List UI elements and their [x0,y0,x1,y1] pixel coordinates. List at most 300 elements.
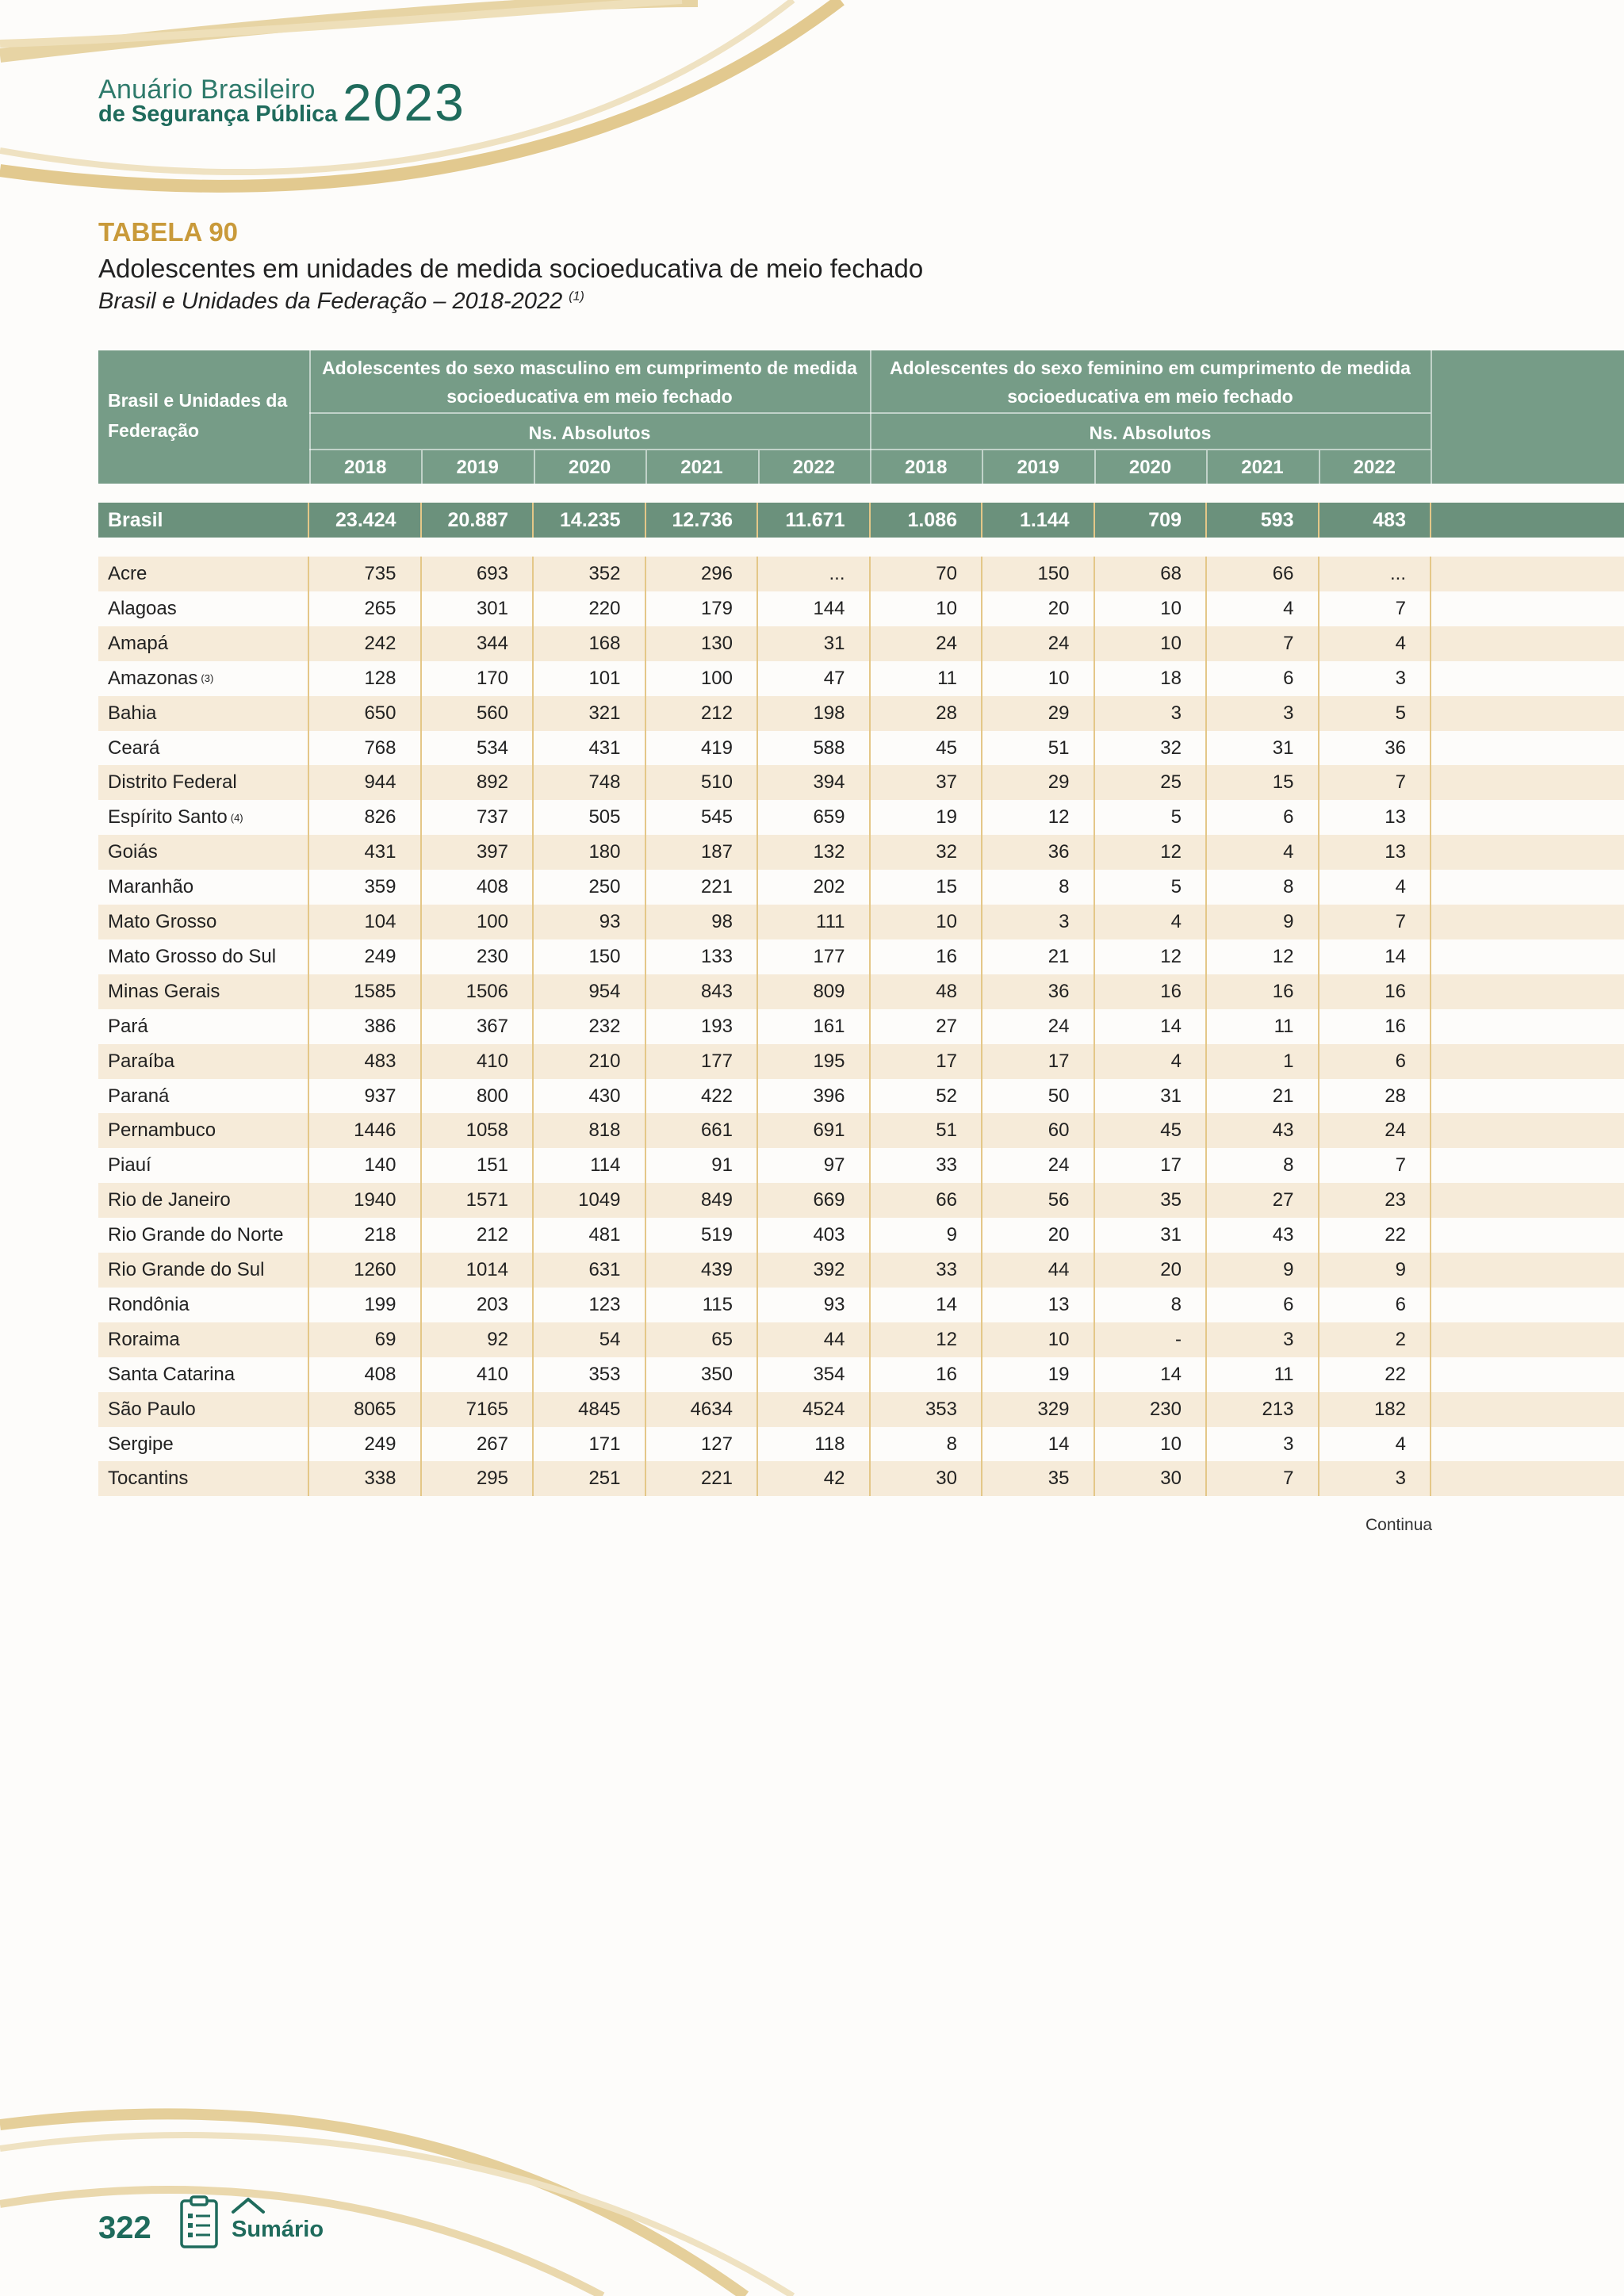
row-value: 100 [646,661,759,696]
row-value: 267 [422,1427,534,1462]
row-value: 37 [871,765,983,800]
row-value: 265 [309,591,422,626]
row-value: 396 [758,1079,871,1114]
row-value: 329 [982,1392,1095,1427]
row-value: 16 [1207,974,1320,1009]
row-value: ... [1320,557,1432,591]
row-value: 4845 [534,1392,646,1427]
row-value: 19 [871,800,983,835]
row-value: 7165 [422,1392,534,1427]
row-label [98,1392,309,1427]
row-value: 35 [1095,1183,1208,1218]
row-value: 8 [871,1427,983,1462]
table-row [98,1113,1624,1148]
row-value: 1260 [309,1253,422,1288]
row-value: 10 [1095,591,1208,626]
row-value: 4 [1095,1044,1208,1079]
row-value: 179 [646,591,759,626]
table-subtitle [98,289,584,315]
row-value: 30 [1095,1461,1208,1496]
row-value: 353 [534,1357,646,1392]
row-value: 93 [534,905,646,939]
row-value: 230 [1095,1392,1208,1427]
row-value: 210 [534,1044,646,1079]
row-label-text: Rio de Janeiro [108,1189,231,1211]
header-year: 2020 [568,457,611,478]
row-label [98,1357,309,1392]
table-number: TABELA 90 [98,217,239,247]
row-value: 954 [534,974,646,1009]
row-value: 221 [646,870,759,905]
row-value: 505 [534,800,646,835]
row-value: 47 [758,661,871,696]
header-year: 2018 [905,457,948,478]
table-row [98,939,1624,974]
row-value: 659 [758,800,871,835]
row-value: 7 [1320,905,1432,939]
header-year: 2018 [344,457,387,478]
row-value: 20 [1095,1253,1208,1288]
row-label-text: Paraná [108,1085,170,1107]
row-value: 27 [1207,1183,1320,1218]
row-value: 16 [1095,974,1208,1009]
row-value: 60 [982,1113,1095,1148]
row-value: 92 [422,1322,534,1357]
row-value: 1940 [309,1183,422,1218]
row-label [98,557,309,591]
row-label [98,1113,309,1148]
table-row [98,626,1624,661]
row-value: 128 [309,661,422,696]
table-row [98,1461,1624,1496]
row-value: 16 [871,1357,983,1392]
row-value: 11 [1207,1357,1320,1392]
row-value: 11 [1207,1009,1320,1044]
table-row [98,1183,1624,1218]
row-value: 32 [1095,731,1208,766]
row-value: 422 [646,1079,759,1114]
row-value: 19 [982,1357,1095,1392]
row-label-text: Rio Grande do Sul [108,1259,265,1280]
row-value: 768 [309,731,422,766]
row-value: 115 [646,1288,759,1322]
row-value: 8 [1095,1288,1208,1322]
row-value: 397 [422,835,534,870]
row-label-text: Ceará [108,737,160,759]
header-year: 2021 [680,457,723,478]
row-value: 24 [982,1148,1095,1183]
row-value: 353 [871,1392,983,1427]
row-value: 14 [1095,1357,1208,1392]
row-label-text: Alagoas [108,597,177,619]
row-label [98,835,309,870]
table-row [98,765,1624,800]
row-value: 35 [982,1461,1095,1496]
row-value: 97 [758,1148,871,1183]
row-label [98,939,309,974]
table-row [98,974,1624,1009]
row-value: 1585 [309,974,422,1009]
row-label [98,1288,309,1322]
row-value: 24 [982,626,1095,661]
row-value: 12 [1095,835,1208,870]
row-label-text: Rio Grande do Norte [108,1224,284,1246]
row-label-text: Mato Grosso [108,911,217,932]
row-value: 7 [1320,591,1432,626]
row-value: 6 [1320,1288,1432,1322]
header-year: 2022 [792,457,836,478]
row-value: 408 [309,1357,422,1392]
row-value: 826 [309,800,422,835]
row-value: 13 [1320,800,1432,835]
row-label-text: Piauí [108,1154,151,1177]
row-value: 12 [1095,939,1208,974]
row-value: 560 [422,696,534,731]
row-label [98,1461,309,1496]
row-value: 15 [1207,765,1320,800]
brand-year: 2023 [343,73,465,132]
row-label-text: Goiás [108,841,158,863]
row-value: 419 [646,731,759,766]
row-value: 367 [422,1009,534,1044]
header-group-male: Adolescentes do sexo masculino em cumprimento de medida socioeducativa em meio fechado [322,358,857,407]
row-value: 408 [422,870,534,905]
row-value: 9 [1207,1253,1320,1288]
row-value: 144 [758,591,871,626]
row-label-text: Roraima [108,1328,180,1350]
row-value: 849 [646,1183,759,1218]
row-value: 410 [422,1044,534,1079]
row-label [98,765,309,800]
row-value: 177 [646,1044,759,1079]
row-value: 8 [1207,1148,1320,1183]
row-value: 296 [646,557,759,591]
row-value: 30 [871,1461,983,1496]
table-row [98,1357,1624,1392]
row-value: 44 [758,1322,871,1357]
row-value: 6 [1320,1044,1432,1079]
row-value: 170 [422,661,534,696]
row-value: 748 [534,765,646,800]
row-value: 56 [982,1183,1095,1218]
header-year: 2021 [1241,457,1284,478]
row-value: 431 [309,835,422,870]
table-row [98,731,1624,766]
row-value: 21 [1207,1079,1320,1114]
row-value: 693 [422,557,534,591]
total-value: 483 [1320,503,1432,538]
row-value: 45 [871,731,983,766]
row-value: 9 [1207,905,1320,939]
row-value: 33 [871,1253,983,1288]
row-value: 13 [982,1288,1095,1322]
row-value: 5 [1095,800,1208,835]
table-title: Adolescentes em unidades de medida socioeducativa de meio fechado [98,254,924,283]
row-label [98,1218,309,1253]
row-value: 3 [1320,1461,1432,1496]
row-value: 220 [534,591,646,626]
row-value: 8 [982,870,1095,905]
row-value: 11 [871,661,983,696]
document-list-icon[interactable] [179,2195,220,2250]
row-value: 168 [534,626,646,661]
row-value: 10 [982,661,1095,696]
row-label [98,1183,309,1218]
row-value: 28 [1320,1079,1432,1114]
row-value: 230 [422,939,534,974]
row-value: 249 [309,1427,422,1462]
row-value: 123 [534,1288,646,1322]
row-value: 4 [1207,591,1320,626]
row-value: 483 [309,1044,422,1079]
table-header [98,350,1624,484]
row-value: 295 [422,1461,534,1496]
row-value: 31 [1095,1079,1208,1114]
row-value: 800 [422,1079,534,1114]
row-value: 52 [871,1079,983,1114]
row-value: 4 [1320,870,1432,905]
row-value: 394 [758,765,871,800]
row-value: 54 [534,1322,646,1357]
row-value: 3 [1207,696,1320,731]
header-sub-male: Ns. Absolutos [528,423,651,443]
brand-title-line2: de Segurança Pública [98,101,338,127]
row-label [98,1253,309,1288]
row-value: 65 [646,1322,759,1357]
row-value: - [1095,1322,1208,1357]
row-value: 93 [758,1288,871,1322]
row-value: 9 [871,1218,983,1253]
row-value: 5 [1320,696,1432,731]
row-value: 1058 [422,1113,534,1148]
row-value: 161 [758,1009,871,1044]
row-value: 892 [422,765,534,800]
row-label [98,870,309,905]
row-label [98,800,309,835]
chevron-up-icon[interactable] [230,2196,266,2215]
row-value: 3 [1095,696,1208,731]
table-row [98,1253,1624,1288]
row-value: 944 [309,765,422,800]
row-value: 8065 [309,1392,422,1427]
row-value: 199 [309,1288,422,1322]
row-value: 352 [534,557,646,591]
row-value: 6 [1207,800,1320,835]
row-value: 650 [309,696,422,731]
row-value: 180 [534,835,646,870]
header-year: 2020 [1128,457,1172,478]
row-value: 101 [534,661,646,696]
row-value: 44 [982,1253,1095,1288]
table-row [98,1079,1624,1114]
table-row [98,1044,1624,1079]
row-value: 6 [1207,1288,1320,1322]
row-value: 22 [1320,1357,1432,1392]
row-label [98,1427,309,1462]
row-value: 737 [422,800,534,835]
row-value: 809 [758,974,871,1009]
total-value: 12.736 [646,503,759,538]
table-row [98,870,1624,905]
row-value: 20 [982,591,1095,626]
row-value: 43 [1207,1218,1320,1253]
row-value: 392 [758,1253,871,1288]
row-value: 10 [871,591,983,626]
row-value: 10 [871,905,983,939]
row-value: 439 [646,1253,759,1288]
row-value: 31 [1095,1218,1208,1253]
row-value: 519 [646,1218,759,1253]
row-value: 4 [1320,1427,1432,1462]
row-value: 14 [871,1288,983,1322]
row-value: 213 [1207,1392,1320,1427]
row-value: 29 [982,765,1095,800]
table-row [98,1218,1624,1253]
row-label [98,731,309,766]
row-label-text: Sergipe [108,1433,174,1455]
row-value: 221 [646,1461,759,1496]
row-value: 20 [982,1218,1095,1253]
row-value: 354 [758,1357,871,1392]
row-value: 10 [1095,626,1208,661]
row-value: 344 [422,626,534,661]
row-value: 7 [1320,765,1432,800]
sumario-link[interactable]: Sumário [232,2217,324,2242]
row-label [98,1148,309,1183]
row-value: 14 [982,1427,1095,1462]
row-value: 187 [646,835,759,870]
row-value: 534 [422,731,534,766]
table-row [98,800,1624,835]
row-value: 140 [309,1148,422,1183]
row-label-text: Mato Grosso do Sul [108,945,277,967]
header-sub-female: Ns. Absolutos [1089,423,1212,443]
row-value: 36 [982,974,1095,1009]
row-value: 4634 [646,1392,759,1427]
row-value: 66 [1207,557,1320,591]
row-value: 68 [1095,557,1208,591]
table-row [98,591,1624,626]
row-value: 4524 [758,1392,871,1427]
row-value: 3 [1207,1427,1320,1462]
row-value: 182 [1320,1392,1432,1427]
table-subtitle-footnote: (1) [569,289,584,304]
row-value: 12 [871,1322,983,1357]
row-value: 14 [1095,1009,1208,1044]
table-subtitle-text: Brasil e Unidades da Federação – 2018-2022 [98,289,563,314]
row-value: 545 [646,800,759,835]
row-value: 32 [871,835,983,870]
row-value: 7 [1320,1148,1432,1183]
row-value: 212 [422,1218,534,1253]
row-value: 250 [534,870,646,905]
row-value: 12 [1207,939,1320,974]
row-value: 1506 [422,974,534,1009]
row-value: 28 [871,696,983,731]
row-value: 661 [646,1113,759,1148]
row-value: 218 [309,1218,422,1253]
row-value: 36 [1320,731,1432,766]
bottom-decorative-swoosh [0,2093,1624,2296]
row-value: 1446 [309,1113,422,1148]
row-value: 818 [534,1113,646,1148]
row-value: 150 [982,557,1095,591]
row-value: 249 [309,939,422,974]
row-value: 10 [982,1322,1095,1357]
row-value: 150 [534,939,646,974]
row-value: 8 [1207,870,1320,905]
row-value: 431 [534,731,646,766]
row-value: 430 [534,1079,646,1114]
row-value: 177 [758,939,871,974]
table-row-brasil-total [98,503,1624,538]
row-value: 24 [982,1009,1095,1044]
header-row-label: Brasil e Unidades da Federação [108,390,288,441]
total-value: 709 [1095,503,1208,538]
row-value: 251 [534,1461,646,1496]
row-value: 6 [1207,661,1320,696]
row-value: 104 [309,905,422,939]
total-value: 593 [1207,503,1320,538]
row-value: 691 [758,1113,871,1148]
row-label [98,1044,309,1079]
table-row [98,557,1624,591]
row-label-text: Santa Catarina [108,1363,236,1385]
row-value: 7 [1207,1461,1320,1496]
row-value: 3 [982,905,1095,939]
row-value: 25 [1095,765,1208,800]
table-row [98,905,1624,939]
row-value: 16 [1320,1009,1432,1044]
page-number: 322 [98,2210,151,2245]
row-value: 242 [309,626,422,661]
row-label-text: Tocantins [108,1468,189,1490]
row-label-text: Amapá [108,632,169,654]
row-value: 18 [1095,661,1208,696]
row-value: 10 [1095,1427,1208,1462]
row-label-text: Espírito Santo [108,806,228,828]
row-value: 7 [1207,626,1320,661]
row-value: 16 [1320,974,1432,1009]
row-value: 669 [758,1183,871,1218]
row-value: 171 [534,1427,646,1462]
row-value: 12 [982,800,1095,835]
row-label [98,1009,309,1044]
row-value: 33 [871,1148,983,1183]
row-value: 2 [1320,1322,1432,1357]
row-value: 24 [871,626,983,661]
row-value: 23 [1320,1183,1432,1218]
row-value: 118 [758,1427,871,1462]
row-value: 31 [758,626,871,661]
row-value: 410 [422,1357,534,1392]
row-value: 631 [534,1253,646,1288]
table-row [98,1427,1624,1462]
row-value: 359 [309,870,422,905]
row-value: 481 [534,1218,646,1253]
row-value: 17 [982,1044,1095,1079]
row-value: 15 [871,870,983,905]
row-value: 1571 [422,1183,534,1218]
row-label [98,1322,309,1357]
row-value: 24 [1320,1113,1432,1148]
row-value: 4 [1320,626,1432,661]
row-label-text: Amazonas [108,667,198,689]
table-row [98,696,1624,731]
row-value: 195 [758,1044,871,1079]
row-value: 151 [422,1148,534,1183]
total-value: 1.144 [982,503,1095,538]
